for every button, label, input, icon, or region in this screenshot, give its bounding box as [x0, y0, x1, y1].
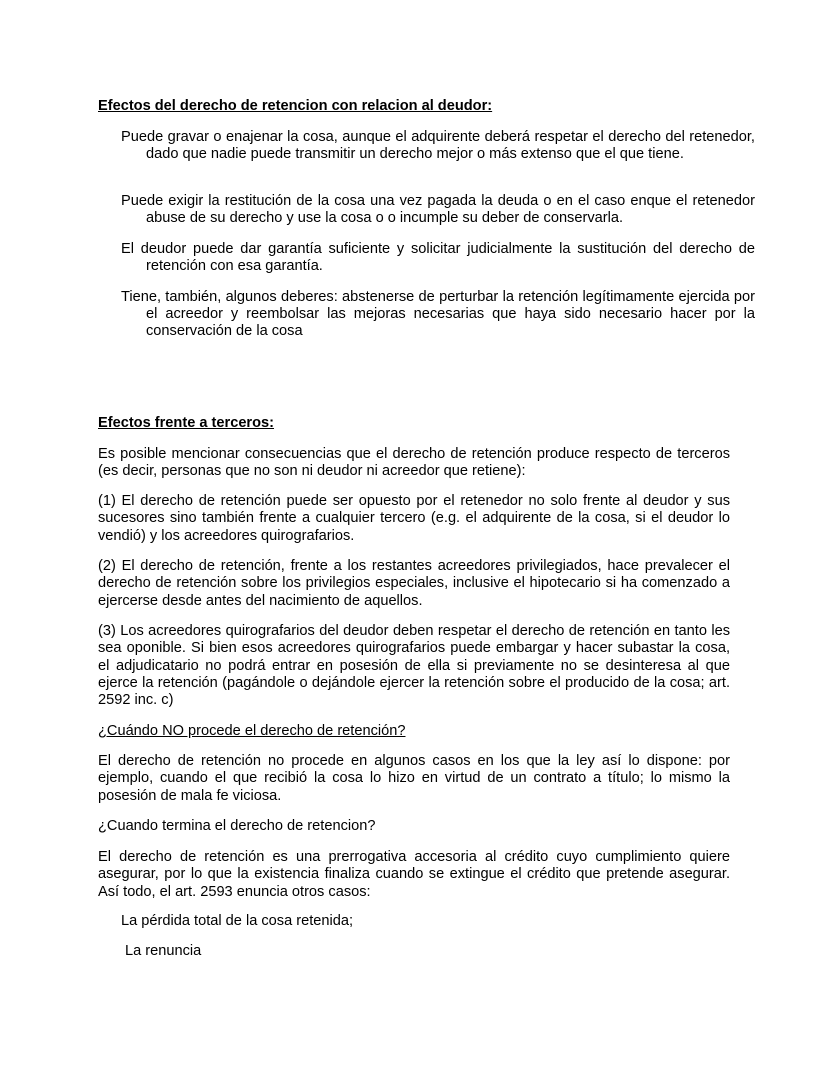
deudor-item-2: Puede exigir la restitución de la cosa una vez pagada la deuda o en el caso enque el retenedor abuse de su derecho y use la cosa o o incumple su deber de conservarla.	[121, 193, 755, 226]
deudor-item-3: El deudor puede dar garantía suficiente y solicitar judicialmente la sustitución del derecho de retención con esa garantía.	[121, 241, 755, 274]
terceros-point-3: (3) Los acreedores quirografarios del deudor deben respetar el derecho de retención en tanto les sea oponible. Si bien esos acreedores quirografarios puede embargar y hacer subastar la cosa, el adjudicatario no podrá entrar en posesión de ella si previamente no se desinteresa al que ejerce la retención (pagándole o dejándole ejercer la retención sobre el producido de la cosa; art. 2592 inc. c)	[98, 623, 730, 709]
terceros-point-1: (1) El derecho de retención puede ser opuesto por el retenedor no solo frente al deudor y sus sucesores sino también frente a cualquier tercero (e.g. el adquirente de la cosa, si el deudor lo vendió) y los acreedores quirografarios.	[98, 493, 730, 544]
terceros-point-2: (2) El derecho de retención, frente a los restantes acreedores privilegiados, hace prevalecer el derecho de retención sobre los privilegios especiales, inclusive el hipotecario si ha comenzado a ejercerse desde antes del nacimiento de aquellos.	[98, 558, 730, 609]
answer-termina: El derecho de retención es una prerrogativa accesoria al crédito cuyo cumplimiento quiere asegurar, por lo que la existencia finaliza cuando se extingue el crédito que pretende asegurar. Así todo, el art. 2593 enuncia otros casos:	[98, 849, 730, 900]
heading-efectos-deudor: Efectos del derecho de retencion con relacion al deudor:	[98, 98, 493, 114]
answer-no-procede: El derecho de retención no procede en algunos casos en los que la ley así lo dispone: por ejemplo, cuando el que recibió la cosa lo hizo en virtud de un contrato a título; lo mismo la posesión de mala fe viciosa.	[98, 753, 730, 804]
case-renuncia: La renuncia	[125, 943, 202, 959]
question-no-procede: ¿Cuándo NO procede el derecho de retención?	[98, 723, 406, 739]
terceros-intro: Es posible mencionar consecuencias que el derecho de retención produce respecto de terceros (es decir, personas que no son ni deudor ni acreedor que retiene):	[98, 446, 730, 480]
question-termina: ¿Cuando termina el derecho de retencion?	[98, 818, 376, 834]
heading-efectos-terceros: Efectos frente a terceros:	[98, 415, 275, 431]
deudor-item-4: Tiene, también, algunos deberes: abstenerse de perturbar la retención legítimamente ejercida por el acreedor y reembolsar las mejoras necesarias que haya sido necesario hacer por la conservación de la cosa	[121, 289, 755, 339]
case-perdida-total: La pérdida total de la cosa retenida;	[121, 913, 354, 929]
deudor-item-1: Puede gravar o enajenar la cosa, aunque el adquirente deberá respetar el derecho del retenedor, dado que nadie puede transmitir un derecho mejor o más extenso que el que tiene.	[121, 129, 755, 162]
